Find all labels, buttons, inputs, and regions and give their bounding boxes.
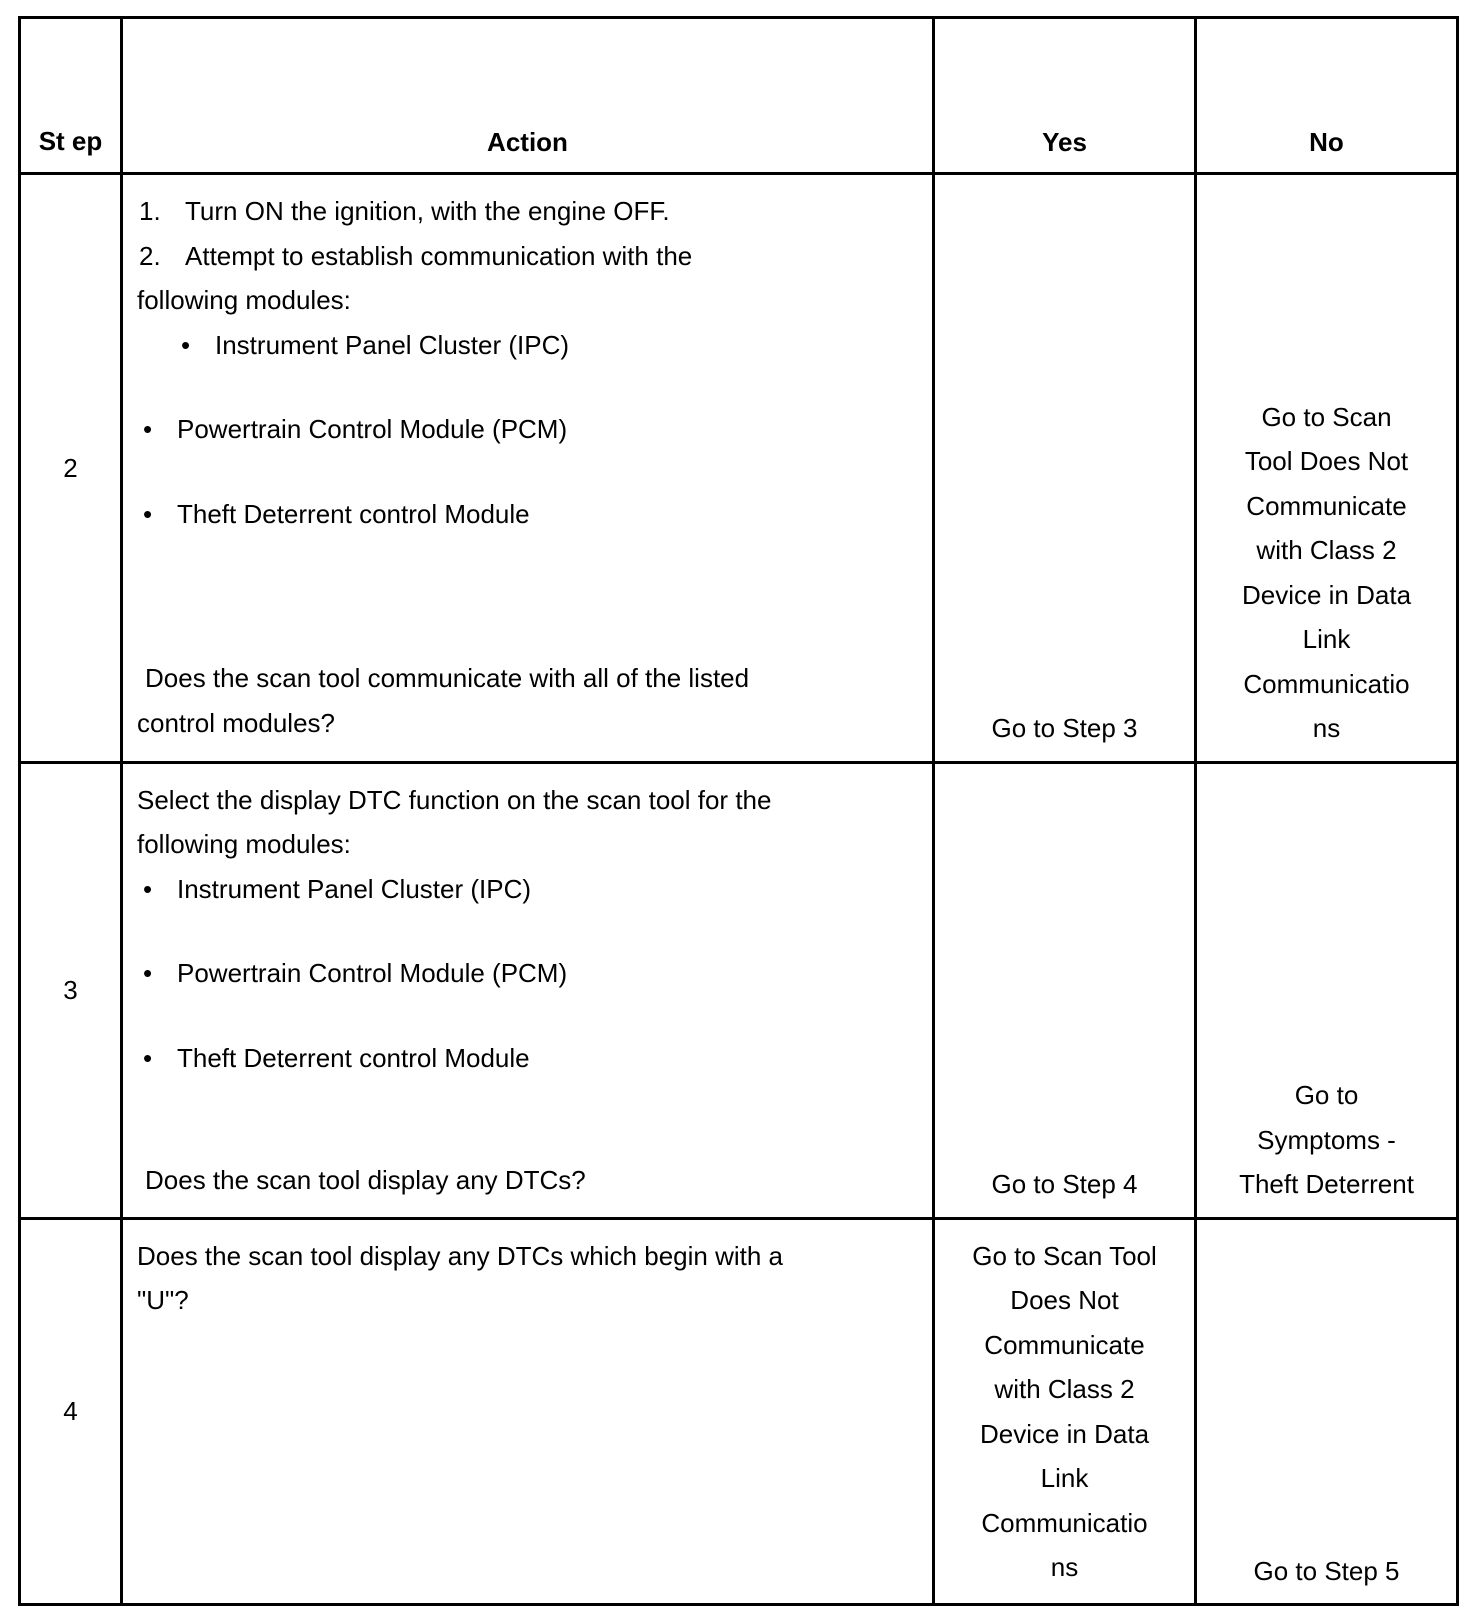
table-header-row [20,18,1458,174]
bullet-item: • Instrument Panel Cluster (IPC) [143,873,532,904]
step-number: 4 [20,1218,122,1604]
step-number: 3 [20,762,122,1218]
header-no: No [1196,18,1458,174]
question-text: "U"? [137,1285,189,1316]
question-text: control modules? [137,707,335,738]
diagnostic-table [18,16,1459,1606]
action-cell [122,762,934,1218]
no-result: Go to Scan Tool Does Not Communicate with Class 2 Device in Data Link Communicatio ns [1196,174,1458,762]
step-number: 2 [20,174,122,762]
header-step: St ep [20,18,122,174]
no-result: Go to Symptoms - Theft Deterrent [1196,762,1458,1218]
no-result: Go to Step 5 [1196,1218,1458,1604]
header-action: Action [122,18,934,174]
numbered-item: 1. Turn ON the ignition, with the engine OFF. [139,196,670,227]
yes-result: Go to Step 3 [934,174,1196,762]
table-row-step-3 [20,762,1458,1218]
intro-text: Select the display DTC function on the scan tool for the [137,784,772,815]
table-row-step-4 [20,1218,1458,1604]
action-cell [122,1218,934,1604]
numbered-item: 2. Attempt to establish communication with the [139,240,693,271]
yes-result: Go to Step 4 [934,762,1196,1218]
bullet-item: • Theft Deterrent control Module [143,1042,530,1073]
bullet-item: • Powertrain Control Module (PCM) [143,958,568,989]
continuation-text: following modules: [137,285,351,316]
table-row-step-2 [20,174,1458,762]
intro-text: following modules: [137,829,351,860]
header-yes: Yes [934,18,1196,174]
bullet-item: • Powertrain Control Module (PCM) [143,414,568,445]
action-cell [122,174,934,762]
question-text: Does the scan tool display any DTCs? [145,1165,586,1196]
bullet-item: • Instrument Panel Cluster (IPC) [181,329,570,360]
yes-result: Go to Scan Tool Does Not Communicate with Class 2 Device in Data Link Communicatio ns [934,1218,1196,1604]
question-text: Does the scan tool communicate with all of the listed [145,663,750,694]
question-text: Does the scan tool display any DTCs which begin with a [137,1240,783,1271]
bullet-item: • Theft Deterrent control Module [143,498,530,529]
